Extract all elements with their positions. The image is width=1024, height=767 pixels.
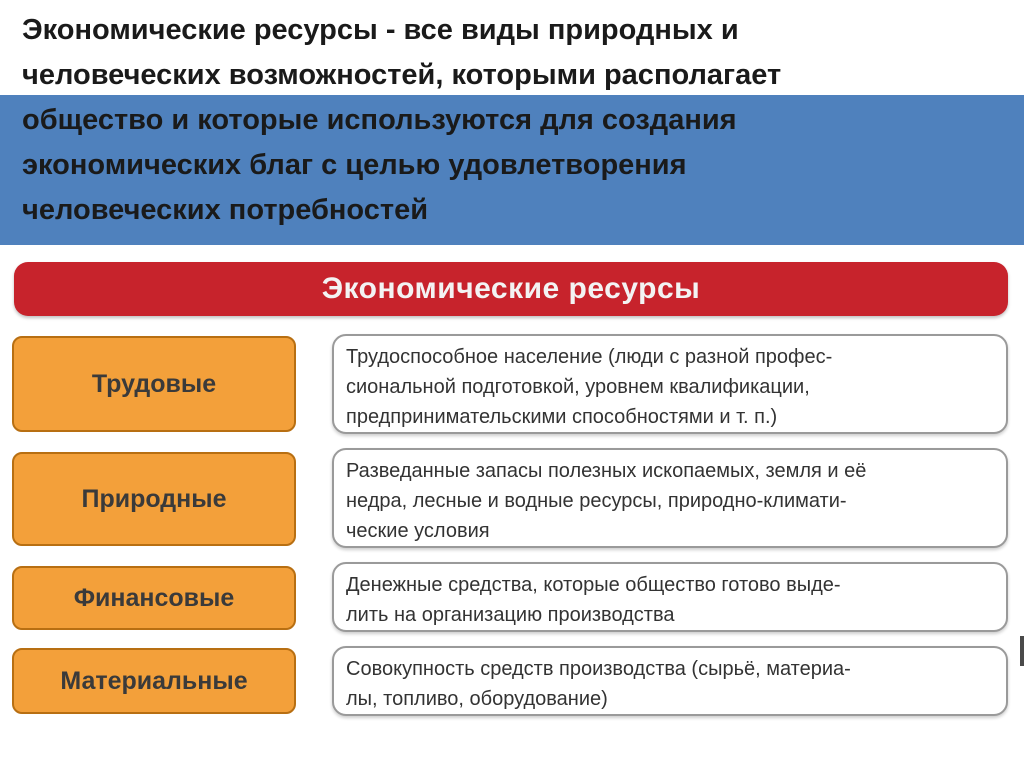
description-line: недра, лесные и водные ресурсы, природно-климати-: [346, 490, 847, 512]
diagram-title: Экономические ресурсы: [321, 272, 701, 305]
category-box-material: [12, 648, 296, 714]
description-line: Разведанные запасы полезных ископаемых, земля и её: [346, 460, 867, 482]
category-label: Финансовые: [73, 583, 235, 612]
scroll-edge-marker: [1020, 636, 1024, 666]
category-label: Трудовые: [91, 369, 217, 398]
category-box-natural: [12, 452, 296, 546]
definition-line-2: человеческих возможностей, которыми располагает: [22, 59, 782, 91]
diagram-title-bar: [14, 262, 1008, 316]
description-box-labor: [332, 334, 1008, 434]
description-line: ческие условия: [346, 520, 490, 542]
definition-line-5: человеческих потребностей: [22, 194, 429, 226]
category-label: Материальные: [60, 666, 248, 695]
description-line: лить на организацию производства: [346, 604, 675, 626]
description-line: предпринимательскими способностями и т. п.): [346, 406, 778, 428]
description-line: Денежные средства, которые общество готово выде-: [346, 574, 841, 596]
description-box-material: [332, 646, 1008, 716]
definition-line-3: общество и которые используются для создания: [22, 104, 737, 136]
definition-text: [22, 8, 1002, 233]
description-line: Трудоспособное население (люди с разной профес-: [346, 346, 833, 368]
category-label: Природные: [81, 484, 227, 513]
description-line: сиональной подготовкой, уровнем квалификации,: [346, 376, 810, 398]
description-line: лы, топливо, оборудование): [346, 688, 608, 710]
definition-line-1: Экономические ресурсы - все виды природных и: [22, 14, 739, 46]
category-box-financial: [12, 566, 296, 630]
description-box-natural: [332, 448, 1008, 548]
definition-line-4: экономических благ с целью удовлетворения: [22, 149, 687, 181]
description-box-financial: [332, 562, 1008, 632]
description-line: Совокупность средств производства (сырьё, материа-: [346, 658, 851, 680]
category-box-labor: [12, 336, 296, 432]
